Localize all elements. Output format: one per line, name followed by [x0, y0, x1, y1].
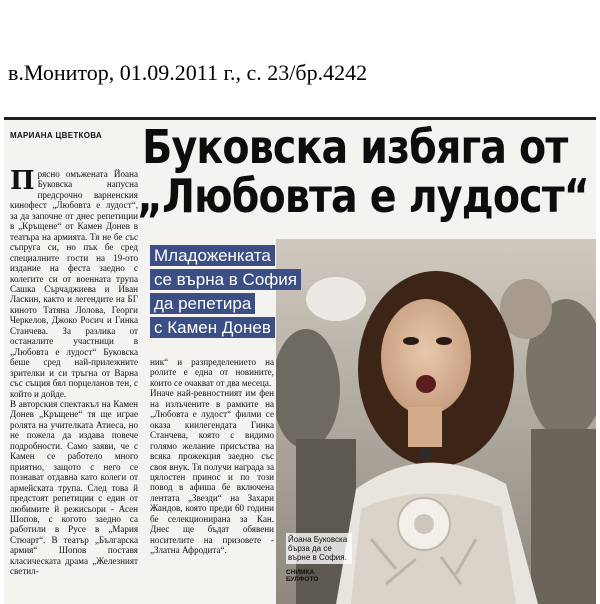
subheadline-line: с Камен Донев [150, 317, 275, 338]
photo-credit: СНИМКА БУЛФОТО [286, 569, 319, 583]
subheadline-line: се върна в София [150, 269, 301, 290]
author-byline: МАРИАНА ЦВЕТКОВА [10, 131, 102, 140]
newspaper-clipping [4, 117, 596, 604]
citation-line: в.Монитор, 01.09.2011 г., с. 23/бр.4242 [8, 60, 368, 85]
drop-cap: П [10, 169, 35, 196]
column-1-text: рясно омъжената Йоана Буковска напусна предсрочно варненския кинофест „Любовта е лудост“, за да започне от днес репетиции в „Кръщене“ от Камен Донев в театъра на армията. Тя не бе със съпруга си, но пък бе сред специалните гости на 19-ото издание на феста заедно с колегите си от военната трупа Сашка Сърчаджиева и Иван Ласкин, както и легендите на БГ киното Татяна Лолова, Георги Черкелов, Джоко Росич и Гинка Станчева. За разлика от останалите участници в „Любовта е лудост“ Буковска беше сред най-прилежните зрителки и си тръгна от Варна със същия бял порцеланов тен, с който и дойде. В авторския спектакъл на Камен Донев „Кръщене“ тя ще играе ролята на учителката Атиеса, но не пожела да издава повече подробности. Само заяви, че с Камен се работело много приятно, защото с него се познават отдавна като колеги от армейската трупа. След това й предстоят репетиции с един от любимите й режисьори - Асен Шопов, с когото заедно са работили в Русе в „Мария Стюарт“. В театър „Българска армия“ Шопов поставя класическата драма „Железният светил- [10, 169, 138, 577]
article-column-2: ник“ и разпределението на ролите е една от новините, които се очакват от два месеца. Иначе най-ревностният им фен на излъчените в рамките на „Любовта е лудост“ филми се оказа киилегендата Гинка Станчева, която с видимо голямо желание присъства на всяка прожекция заедно със своя внук. Тя получи награда за цялостен принос и по този повод в афиша бе включена лентата „Звезди“ на Захари Жандов, която преди 60 години бе селекционирана за Кан. Днес ще бъдат обявени носителите на призовете - „Златна Афродита“. [150, 357, 274, 556]
headline [137, 120, 589, 223]
subheadline [150, 245, 298, 341]
photo-caption: Йоана Буковска бърза да се върне в София. [286, 533, 352, 564]
headline-line-1: Буковска избяга от [142, 120, 568, 174]
subheadline-line: Младоженката [150, 245, 275, 266]
subheadline-line: да репетира [150, 293, 255, 314]
headline-line-2: „Любовта е лудост“ [137, 169, 589, 223]
article-column-1 [10, 169, 138, 601]
